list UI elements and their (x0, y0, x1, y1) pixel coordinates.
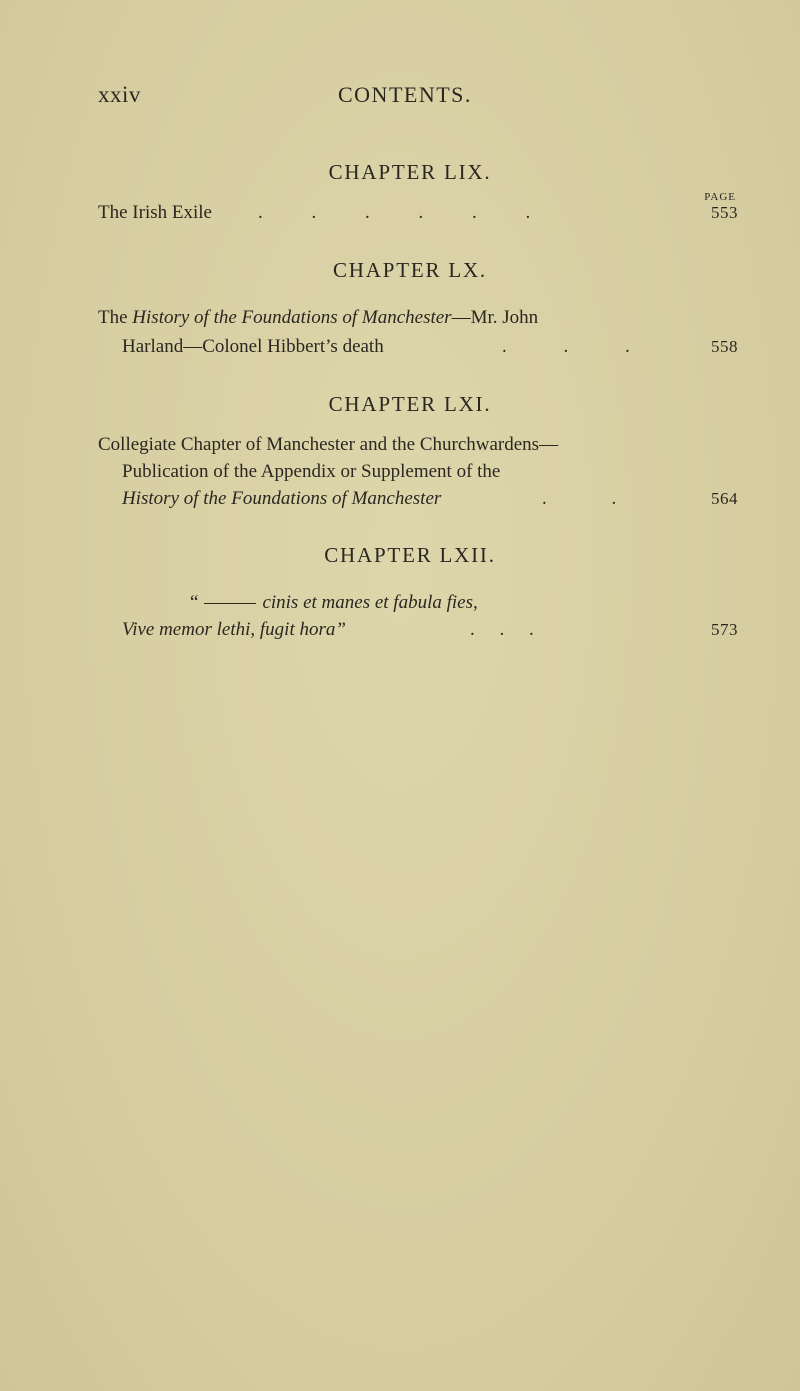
page-number: 553 (711, 203, 738, 222)
page-column-label: PAGE (704, 191, 736, 203)
open-quote: “ (190, 592, 199, 613)
entry-text: —Mr. John (451, 307, 539, 328)
page-number: 573 (711, 620, 738, 639)
dot-leader: . . . . . . (258, 202, 553, 223)
toc-entry-line[interactable] (122, 459, 738, 485)
entry-italic-text: cinis et manes et fabula fies, (262, 592, 478, 613)
dash-rule (204, 603, 256, 604)
page-folio: xxiv (98, 82, 141, 107)
page-number: 558 (711, 337, 738, 356)
toc-entry[interactable] (98, 200, 738, 226)
entry-italic-title: History of the Foundations of Manchester (122, 488, 442, 509)
dot-leader: . . . (470, 619, 544, 640)
entry-text: Harland—Colonel Hibbert’s death (122, 336, 384, 357)
dot-leader: . . . (502, 336, 656, 357)
chapter-title: CHAPTER LX. (333, 258, 487, 282)
chapter-title: CHAPTER LXII. (324, 543, 496, 567)
entry-text: Collegiate Chapter of Manchester and the Churchwardens— (98, 434, 559, 455)
toc-entry-line[interactable] (122, 334, 738, 360)
toc-entry-line[interactable] (98, 432, 738, 458)
chapter-title: CHAPTER LIX. (328, 160, 492, 184)
dot-leader: . . (542, 488, 647, 509)
page-header (0, 82, 800, 112)
toc-entry-line[interactable] (122, 617, 738, 643)
toc-entry-line[interactable] (190, 590, 738, 616)
toc-entry-line[interactable] (98, 305, 738, 331)
page-number: 564 (711, 489, 738, 508)
entry-italic-title: History of the Foundations of Manchester (132, 307, 452, 328)
entry-italic-text: Vive memor lethi, fugit hora” (122, 619, 346, 640)
chapter-title: CHAPTER LXI. (328, 392, 492, 416)
running-head: CONTENTS. (338, 82, 472, 107)
entry-title: The Irish Exile (98, 202, 212, 223)
toc-entry-line[interactable] (122, 486, 738, 512)
entry-text: Publication of the Appendix or Supplement of the (122, 461, 501, 482)
entry-text: The (98, 307, 133, 328)
